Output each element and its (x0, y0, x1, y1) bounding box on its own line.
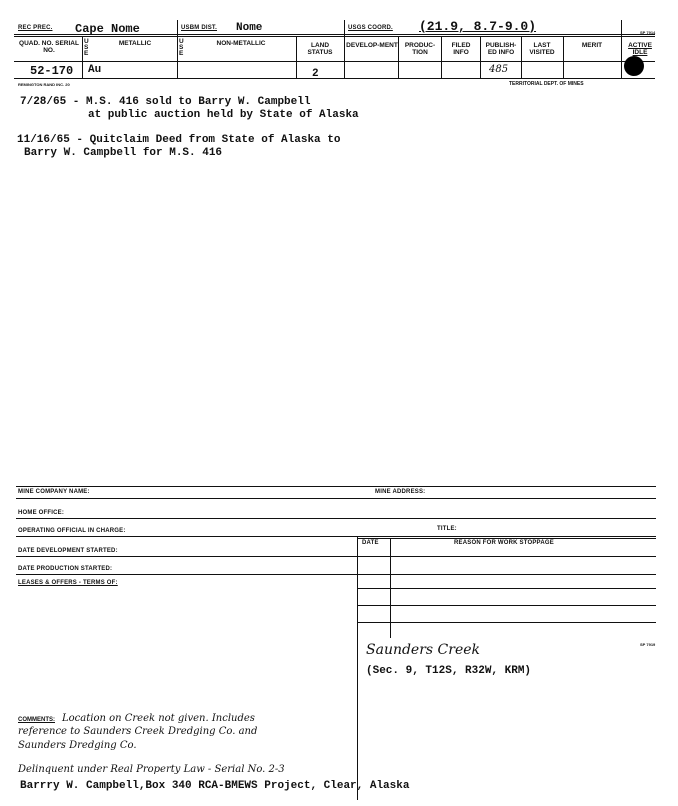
printer-line: REMINGTON RAND INC. 20 (18, 82, 70, 87)
rule (296, 36, 297, 78)
entry-line: 7/28/65 - M.S. 416 sold to Barry W. Campbell (20, 96, 311, 108)
form-number: SP 7914 (640, 30, 656, 35)
rule (14, 78, 655, 79)
entry-line: Barry W. Campbell for M.S. 416 (24, 147, 223, 159)
usgs-coord-label: USGS COORD. (348, 25, 393, 31)
rule (14, 34, 655, 35)
filed-info-header: FILED INFO (451, 42, 471, 56)
development-header: DEVELOP-MENT (346, 42, 398, 49)
entry-line: at public auction held by State of Alaska (88, 109, 359, 121)
date-development-label: DATE DEVELOPMENT STARTED: (18, 548, 118, 554)
usbm-dist-value: Nome (236, 22, 263, 34)
production-header: PRODUC-TION (404, 42, 436, 56)
rec-prec-value: Cape Nome (75, 22, 140, 36)
comments-text: Location on Creek not given. Includes (62, 713, 255, 724)
use-marks: U S E (179, 38, 184, 57)
use-marks: U S E (84, 38, 89, 57)
rule (16, 486, 656, 487)
quad-serial-value: 52-170 (30, 64, 74, 78)
leases-label: LEASES & OFFERS - TERMS OF: (18, 580, 118, 586)
rule (357, 538, 656, 539)
rule (521, 36, 522, 78)
mine-address-label: MINE ADDRESS: (375, 489, 426, 495)
quad-no-label: QUAD. NO. (19, 40, 54, 47)
rule (14, 36, 655, 37)
rule (441, 36, 442, 78)
rule (16, 574, 656, 575)
rule (357, 605, 656, 606)
rule (177, 20, 178, 78)
last-visited-header: LAST VISITED (529, 42, 555, 56)
title-label: TITLE: (437, 526, 457, 532)
serial-no-label: SERIAL NO. (43, 40, 79, 54)
rule (357, 588, 656, 589)
published-info-header: PUBLISH-ED INFO (485, 42, 517, 56)
rule (16, 518, 656, 519)
rule (82, 36, 83, 78)
operating-official-label: OPERATING OFFICIAL IN CHARGE: (18, 528, 126, 534)
rule (398, 36, 399, 78)
form-number-2: SP 7919 (640, 642, 656, 647)
header-block (0, 0, 678, 100)
rule (621, 20, 622, 78)
metallic-value: Au (88, 64, 102, 76)
rule (16, 556, 656, 557)
mine-company-name-label: MINE COMPANY NAME: (18, 489, 90, 495)
usgs-coord-value: (21.9, 8.7-9.0) (419, 19, 537, 34)
lower-form (0, 470, 678, 806)
rule (344, 20, 345, 78)
date-column-label: DATE (362, 540, 379, 546)
rule (390, 538, 391, 638)
quad-serial-header (16, 40, 82, 54)
rule (16, 536, 656, 537)
territorial-dept: TERRITORIAL DEPT. OF MINES (509, 81, 584, 87)
delinquent-note: Delinquent under Real Property Law - Serial No. 2-3 (18, 764, 285, 775)
rec-prec-label: REC PREC. (18, 25, 53, 31)
rule (357, 536, 358, 800)
comments-text: Saunders Dredging Co. (18, 740, 137, 751)
date-production-label: DATE PRODUCTION STARTED: (18, 566, 113, 572)
land-status-value: 2 (312, 68, 319, 80)
non-metallic-header: NON-METALLIC (216, 40, 266, 47)
active-idle-header: ACTIVE IDLE (628, 42, 652, 56)
rule (480, 36, 481, 78)
comments-text: reference to Saunders Creek Dredging Co. and (18, 726, 258, 737)
active-dot-icon (624, 56, 644, 76)
reason-column-label: REASON FOR WORK STOPPAGE (454, 540, 554, 546)
location-text: (Sec. 9, T12S, R32W, KRM) (366, 665, 532, 677)
rule (14, 61, 655, 62)
address-line: Barrry W. Campbell,Box 340 RCA-BMEWS Project, Clear, Alaska (20, 780, 410, 792)
published-info-value: 485 (489, 64, 509, 75)
creek-name: Saunders Creek (366, 642, 481, 658)
land-status-header: LAND STATUS (307, 42, 333, 56)
home-office-label: HOME OFFICE: (18, 510, 65, 516)
comments-label: COMMENTS: (18, 717, 55, 723)
rule (16, 498, 656, 499)
usbm-dist-label: USBM DIST. (181, 25, 218, 31)
rule (357, 622, 656, 623)
merit-header: MERIT (581, 42, 603, 49)
rule (563, 36, 564, 78)
metallic-header: METALLIC (118, 40, 152, 47)
entry-line: 11/16/65 - Quitclaim Deed from State of Alaska to (17, 134, 341, 146)
